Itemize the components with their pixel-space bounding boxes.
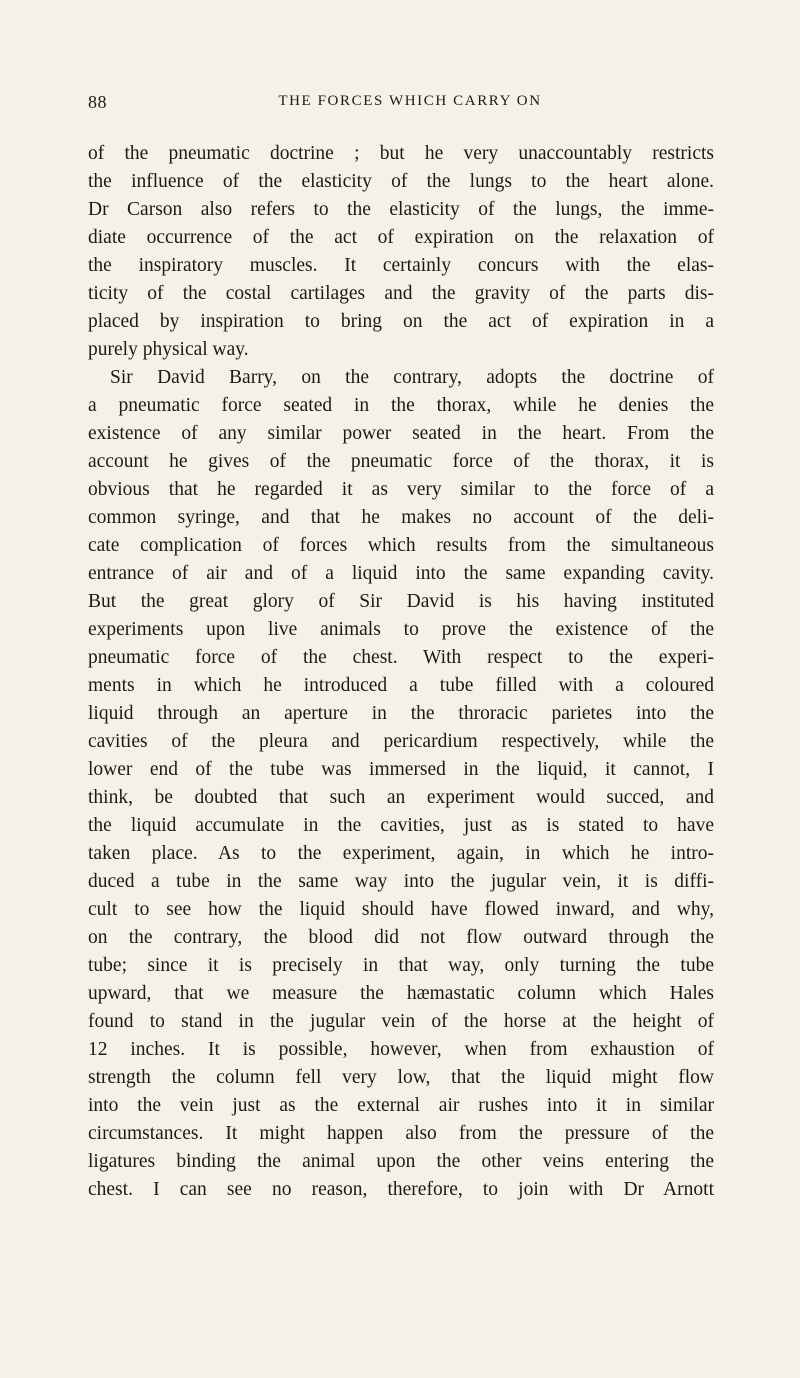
text-line: of the pneumatic doctrine ; but he very unaccountably restricts [88,143,714,164]
text-line: lower end of the tube was immersed in the liquid, it cannot, I [88,759,714,780]
page-number: 88 [88,92,107,112]
text-line: purely physical way. [88,339,249,360]
text-line: duced a tube in the same way into the jugular vein, it is diffi- [88,871,714,892]
text-line: placed by inspiration to bring on the act of expiration in a [88,311,714,332]
text-line: obvious that he regarded it as very similar to the force of a [88,479,714,500]
text-line: the influence of the elasticity of the lungs to the heart alone. [88,171,714,192]
body-text [88,140,714,1204]
text-line: Dr Carson also refers to the elasticity of the lungs, the imme- [88,199,714,220]
text-line: into the vein just as the external air rushes into it in similar [88,1095,714,1116]
paragraph-start-line: Sir David Barry, on the contrary, adopts the doctrine of [110,367,714,388]
text-line: upward, that we measure the hæmastatic column which Hales [88,983,714,1004]
text-line: cate complication of forces which results from the simultaneous [88,535,714,556]
text-line: strength the column fell very low, that the liquid might flow [88,1067,714,1088]
text-line: the inspiratory muscles. It certainly concurs with the elas- [88,255,714,276]
text-line: entrance of air and of a liquid into the same expanding cavity. [88,563,714,584]
text-line: cult to see how the liquid should have flowed inward, and why, [88,899,714,920]
text-line: ticity of the costal cartilages and the gravity of the parts dis- [88,283,714,304]
text-line: ligatures binding the animal upon the other veins entering the [88,1151,714,1172]
text-line: on the contrary, the blood did not flow outward through the [88,927,714,948]
text-line: account he gives of the pneumatic force of the thorax, it is [88,451,714,472]
running-head [88,92,712,120]
text-line: a pneumatic force seated in the thorax, while he denies the [88,395,714,416]
running-title: THE FORCES WHICH CARRY ON [278,93,542,109]
text-line: 12 inches. It is possible, however, when from exhaustion of [88,1039,714,1060]
text-line: found to stand in the jugular vein of the horse at the height of [88,1011,714,1032]
text-line: the liquid accumulate in the cavities, just as is stated to have [88,815,714,836]
text-line: tube; since it is precisely in that way, only turning the tube [88,955,714,976]
text-line: taken place. As to the experiment, again, in which he intro- [88,843,714,864]
text-line: experiments upon live animals to prove the existence of the [88,619,714,640]
text-line: diate occurrence of the act of expiration on the relaxation of [88,227,714,248]
text-line: liquid through an aperture in the throracic parietes into the [88,703,714,724]
text-line: pneumatic force of the chest. With respect to the experi- [88,647,714,668]
text-line: But the great glory of Sir David is his having instituted [88,591,714,612]
text-line: circumstances. It might happen also from the pressure of the [88,1123,714,1144]
text-line: think, be doubted that such an experiment would succed, and [88,787,714,808]
text-line: existence of any similar power seated in the heart. From the [88,423,714,444]
text-line: common syringe, and that he makes no account of the deli- [88,507,714,528]
text-line: ments in which he introduced a tube filled with a coloured [88,675,714,696]
text-line: chest. I can see no reason, therefore, to join with Dr Arnott [88,1179,714,1200]
text-line: cavities of the pleura and pericardium respectively, while the [88,731,714,752]
